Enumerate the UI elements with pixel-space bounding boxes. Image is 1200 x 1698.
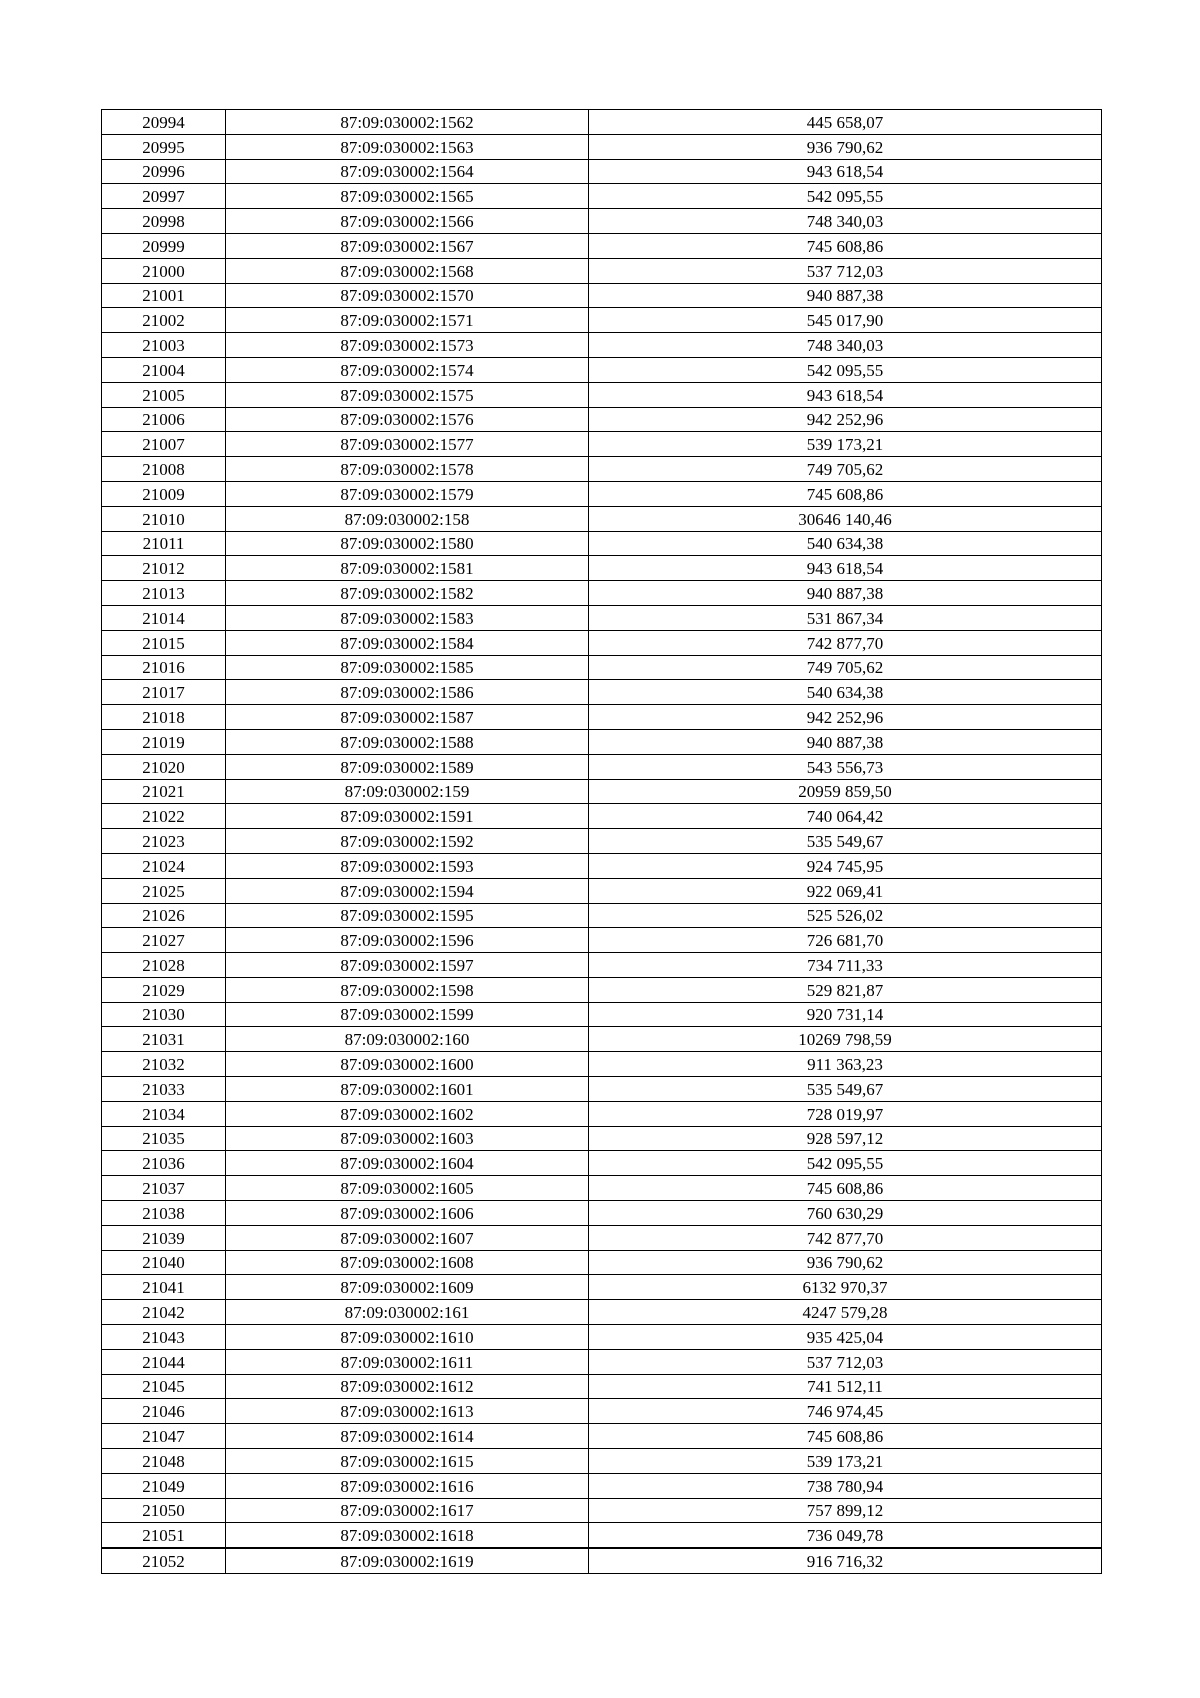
table-row [102, 581, 1102, 606]
cadastral-value-cell: 746 974,45 [589, 1399, 1102, 1424]
table-row [102, 1300, 1102, 1325]
row-number-cell: 21010 [102, 506, 226, 531]
cadastral-value-cell: 525 526,02 [589, 903, 1102, 928]
cadastral-number-cell: 87:09:030002:1595 [226, 903, 589, 928]
table-row [102, 1374, 1102, 1399]
row-number-cell: 21048 [102, 1449, 226, 1474]
cadastral-value-cell: 749 705,62 [589, 655, 1102, 680]
cadastral-number-cell: 87:09:030002:1588 [226, 729, 589, 754]
row-number-cell: 21032 [102, 1052, 226, 1077]
cadastral-number-cell: 87:09:030002:1567 [226, 233, 589, 258]
cadastral-number-cell: 87:09:030002:1598 [226, 977, 589, 1002]
cadastral-value-cell: 745 608,86 [589, 1424, 1102, 1449]
row-number-cell: 21039 [102, 1225, 226, 1250]
cadastral-number-cell: 87:09:030002:1607 [226, 1225, 589, 1250]
cadastral-value-cell: 920 731,14 [589, 1002, 1102, 1027]
row-number-cell: 21027 [102, 928, 226, 953]
table-row [102, 110, 1102, 135]
cadastral-value-cell: 748 340,03 [589, 333, 1102, 358]
cadastral-value-cell: 545 017,90 [589, 308, 1102, 333]
cadastral-number-cell: 87:09:030002:1566 [226, 209, 589, 234]
row-number-cell: 21030 [102, 1002, 226, 1027]
table-row [102, 134, 1102, 159]
table-row [102, 1523, 1102, 1548]
table-row [102, 853, 1102, 878]
cadastral-number-cell: 87:09:030002:1609 [226, 1275, 589, 1300]
row-number-cell: 20997 [102, 184, 226, 209]
cadastral-value-cell: 738 780,94 [589, 1473, 1102, 1498]
table-row [102, 630, 1102, 655]
cadastral-value-cell: 741 512,11 [589, 1374, 1102, 1399]
cadastral-number-cell: 87:09:030002:1600 [226, 1052, 589, 1077]
cadastral-value-cell: 745 608,86 [589, 481, 1102, 506]
table-row [102, 605, 1102, 630]
row-number-cell: 21033 [102, 1077, 226, 1102]
cadastral-number-cell: 87:09:030002:1579 [226, 481, 589, 506]
cadastral-number-cell: 87:09:030002:1606 [226, 1201, 589, 1226]
cadastral-value-cell: 529 821,87 [589, 977, 1102, 1002]
cadastral-number-cell: 87:09:030002:159 [226, 779, 589, 804]
cadastral-value-cell: 740 064,42 [589, 804, 1102, 829]
cadastral-value-cell: 10269 798,59 [589, 1027, 1102, 1052]
row-number-cell: 21018 [102, 705, 226, 730]
cadastral-value-cell: 940 887,38 [589, 729, 1102, 754]
table-row [102, 705, 1102, 730]
row-number-cell: 21034 [102, 1101, 226, 1126]
cadastral-number-cell: 87:09:030002:1612 [226, 1374, 589, 1399]
table-row [102, 953, 1102, 978]
table-row [102, 1349, 1102, 1374]
cadastral-number-cell: 87:09:030002:1568 [226, 258, 589, 283]
row-number-cell: 21017 [102, 680, 226, 705]
cadastral-value-cell: 749 705,62 [589, 457, 1102, 482]
table-row [102, 1473, 1102, 1498]
cadastral-number-cell: 87:09:030002:1597 [226, 953, 589, 978]
table-row [102, 903, 1102, 928]
table-row [102, 1325, 1102, 1350]
cadastral-value-table [101, 109, 1102, 1574]
row-number-cell: 21015 [102, 630, 226, 655]
cadastral-number-cell: 87:09:030002:1619 [226, 1548, 589, 1573]
row-number-cell: 21050 [102, 1498, 226, 1523]
row-number-cell: 21009 [102, 481, 226, 506]
row-number-cell: 21052 [102, 1548, 226, 1573]
cadastral-value-cell: 445 658,07 [589, 110, 1102, 135]
cadastral-number-cell: 87:09:030002:1581 [226, 556, 589, 581]
cadastral-value-cell: 940 887,38 [589, 283, 1102, 308]
table-row [102, 1275, 1102, 1300]
row-number-cell: 20998 [102, 209, 226, 234]
cadastral-number-cell: 87:09:030002:1608 [226, 1250, 589, 1275]
table-row [102, 283, 1102, 308]
cadastral-number-cell: 87:09:030002:1577 [226, 432, 589, 457]
table-row [102, 829, 1102, 854]
cadastral-value-cell: 535 549,67 [589, 829, 1102, 854]
cadastral-number-cell: 87:09:030002:1570 [226, 283, 589, 308]
cadastral-number-cell: 87:09:030002:1618 [226, 1523, 589, 1548]
cadastral-number-cell: 87:09:030002:1584 [226, 630, 589, 655]
cadastral-number-cell: 87:09:030002:158 [226, 506, 589, 531]
cadastral-number-cell: 87:09:030002:1576 [226, 407, 589, 432]
cadastral-number-cell: 87:09:030002:1589 [226, 754, 589, 779]
table-row [102, 457, 1102, 482]
row-number-cell: 21007 [102, 432, 226, 457]
cadastral-number-cell: 87:09:030002:1592 [226, 829, 589, 854]
row-number-cell: 21036 [102, 1151, 226, 1176]
cadastral-value-cell: 742 877,70 [589, 1225, 1102, 1250]
cadastral-value-cell: 734 711,33 [589, 953, 1102, 978]
table-row [102, 729, 1102, 754]
table-row [102, 1027, 1102, 1052]
cadastral-value-cell: 940 887,38 [589, 581, 1102, 606]
row-number-cell: 21051 [102, 1523, 226, 1548]
table-row [102, 1548, 1102, 1573]
row-number-cell: 21006 [102, 407, 226, 432]
cadastral-number-cell: 87:09:030002:1601 [226, 1077, 589, 1102]
row-number-cell: 20999 [102, 233, 226, 258]
row-number-cell: 21049 [102, 1473, 226, 1498]
cadastral-number-cell: 87:09:030002:1564 [226, 159, 589, 184]
table-row [102, 333, 1102, 358]
table-row [102, 209, 1102, 234]
cadastral-value-cell: 928 597,12 [589, 1126, 1102, 1151]
cadastral-value-cell: 728 019,97 [589, 1101, 1102, 1126]
row-number-cell: 21037 [102, 1176, 226, 1201]
cadastral-number-cell: 87:09:030002:1583 [226, 605, 589, 630]
cadastral-value-cell: 748 340,03 [589, 209, 1102, 234]
cadastral-number-cell: 87:09:030002:1582 [226, 581, 589, 606]
cadastral-number-cell: 87:09:030002:1585 [226, 655, 589, 680]
row-number-cell: 20996 [102, 159, 226, 184]
cadastral-value-cell: 540 634,38 [589, 680, 1102, 705]
cadastral-number-cell: 87:09:030002:1587 [226, 705, 589, 730]
table-row [102, 407, 1102, 432]
cadastral-value-cell: 916 716,32 [589, 1548, 1102, 1573]
row-number-cell: 21014 [102, 605, 226, 630]
row-number-cell: 21031 [102, 1027, 226, 1052]
cadastral-number-cell: 87:09:030002:1591 [226, 804, 589, 829]
row-number-cell: 21011 [102, 531, 226, 556]
cadastral-value-cell: 942 252,96 [589, 407, 1102, 432]
cadastral-value-cell: 540 634,38 [589, 531, 1102, 556]
row-number-cell: 21047 [102, 1424, 226, 1449]
cadastral-value-cell: 726 681,70 [589, 928, 1102, 953]
cadastral-value-cell: 537 712,03 [589, 258, 1102, 283]
cadastral-number-cell: 87:09:030002:1575 [226, 382, 589, 407]
table-body [102, 110, 1102, 1574]
table-row [102, 680, 1102, 705]
row-number-cell: 21042 [102, 1300, 226, 1325]
table-row [102, 1399, 1102, 1424]
table-row [102, 1424, 1102, 1449]
row-number-cell: 20994 [102, 110, 226, 135]
cadastral-number-cell: 87:09:030002:1563 [226, 134, 589, 159]
cadastral-value-cell: 30646 140,46 [589, 506, 1102, 531]
row-number-cell: 21012 [102, 556, 226, 581]
table-row [102, 878, 1102, 903]
cadastral-value-cell: 542 095,55 [589, 184, 1102, 209]
row-number-cell: 21008 [102, 457, 226, 482]
row-number-cell: 21003 [102, 333, 226, 358]
cadastral-value-cell: 922 069,41 [589, 878, 1102, 903]
table-row [102, 184, 1102, 209]
cadastral-value-cell: 539 173,21 [589, 432, 1102, 457]
row-number-cell: 21023 [102, 829, 226, 854]
cadastral-value-cell: 531 867,34 [589, 605, 1102, 630]
table-row [102, 804, 1102, 829]
cadastral-value-cell: 936 790,62 [589, 1250, 1102, 1275]
cadastral-value-cell: 742 877,70 [589, 630, 1102, 655]
row-number-cell: 21021 [102, 779, 226, 804]
table-row [102, 977, 1102, 1002]
cadastral-number-cell: 87:09:030002:1573 [226, 333, 589, 358]
cadastral-value-cell: 6132 970,37 [589, 1275, 1102, 1300]
cadastral-number-cell: 87:09:030002:160 [226, 1027, 589, 1052]
cadastral-value-cell: 745 608,86 [589, 1176, 1102, 1201]
cadastral-number-cell: 87:09:030002:1603 [226, 1126, 589, 1151]
cadastral-value-cell: 537 712,03 [589, 1349, 1102, 1374]
table-row [102, 1052, 1102, 1077]
cadastral-number-cell: 87:09:030002:1605 [226, 1176, 589, 1201]
table-row [102, 754, 1102, 779]
table-row [102, 481, 1102, 506]
table-row [102, 556, 1102, 581]
cadastral-number-cell: 87:09:030002:161 [226, 1300, 589, 1325]
table-row [102, 1176, 1102, 1201]
row-number-cell: 21004 [102, 357, 226, 382]
cadastral-value-cell: 4247 579,28 [589, 1300, 1102, 1325]
table-row [102, 1002, 1102, 1027]
row-number-cell: 21019 [102, 729, 226, 754]
cadastral-value-cell: 935 425,04 [589, 1325, 1102, 1350]
cadastral-value-cell: 943 618,54 [589, 159, 1102, 184]
table-row [102, 382, 1102, 407]
row-number-cell: 21029 [102, 977, 226, 1002]
cadastral-value-cell: 543 556,73 [589, 754, 1102, 779]
row-number-cell: 21022 [102, 804, 226, 829]
row-number-cell: 21013 [102, 581, 226, 606]
row-number-cell: 21005 [102, 382, 226, 407]
row-number-cell: 21028 [102, 953, 226, 978]
table-row [102, 159, 1102, 184]
row-number-cell: 21002 [102, 308, 226, 333]
cadastral-number-cell: 87:09:030002:1613 [226, 1399, 589, 1424]
cadastral-number-cell: 87:09:030002:1574 [226, 357, 589, 382]
row-number-cell: 21046 [102, 1399, 226, 1424]
cadastral-value-cell: 760 630,29 [589, 1201, 1102, 1226]
table-row [102, 779, 1102, 804]
cadastral-number-cell: 87:09:030002:1593 [226, 853, 589, 878]
table-row [102, 506, 1102, 531]
cadastral-number-cell: 87:09:030002:1611 [226, 1349, 589, 1374]
table-row [102, 357, 1102, 382]
cadastral-number-cell: 87:09:030002:1610 [226, 1325, 589, 1350]
table-row [102, 1498, 1102, 1523]
cadastral-number-cell: 87:09:030002:1594 [226, 878, 589, 903]
cadastral-number-cell: 87:09:030002:1562 [226, 110, 589, 135]
cadastral-value-cell: 757 899,12 [589, 1498, 1102, 1523]
row-number-cell: 21041 [102, 1275, 226, 1300]
cadastral-number-cell: 87:09:030002:1578 [226, 457, 589, 482]
row-number-cell: 20995 [102, 134, 226, 159]
row-number-cell: 21000 [102, 258, 226, 283]
row-number-cell: 21001 [102, 283, 226, 308]
cadastral-value-cell: 943 618,54 [589, 382, 1102, 407]
cadastral-value-cell: 542 095,55 [589, 1151, 1102, 1176]
cadastral-value-cell: 924 745,95 [589, 853, 1102, 878]
cadastral-value-cell: 736 049,78 [589, 1523, 1102, 1548]
row-number-cell: 21044 [102, 1349, 226, 1374]
table-row [102, 928, 1102, 953]
cadastral-number-cell: 87:09:030002:1617 [226, 1498, 589, 1523]
cadastral-number-cell: 87:09:030002:1615 [226, 1449, 589, 1474]
row-number-cell: 21020 [102, 754, 226, 779]
table-row [102, 432, 1102, 457]
cadastral-number-cell: 87:09:030002:1586 [226, 680, 589, 705]
cadastral-value-cell: 542 095,55 [589, 357, 1102, 382]
cadastral-value-cell: 745 608,86 [589, 233, 1102, 258]
table-row [102, 655, 1102, 680]
cadastral-number-cell: 87:09:030002:1565 [226, 184, 589, 209]
table-row [102, 1126, 1102, 1151]
table-row [102, 1201, 1102, 1226]
cadastral-value-cell: 20959 859,50 [589, 779, 1102, 804]
cadastral-number-cell: 87:09:030002:1616 [226, 1473, 589, 1498]
cadastral-number-cell: 87:09:030002:1614 [226, 1424, 589, 1449]
cadastral-value-cell: 943 618,54 [589, 556, 1102, 581]
cadastral-value-cell: 539 173,21 [589, 1449, 1102, 1474]
row-number-cell: 21045 [102, 1374, 226, 1399]
row-number-cell: 21026 [102, 903, 226, 928]
row-number-cell: 21025 [102, 878, 226, 903]
row-number-cell: 21035 [102, 1126, 226, 1151]
table-row [102, 1101, 1102, 1126]
cadastral-value-cell: 535 549,67 [589, 1077, 1102, 1102]
table-row [102, 1449, 1102, 1474]
row-number-cell: 21038 [102, 1201, 226, 1226]
cadastral-number-cell: 87:09:030002:1580 [226, 531, 589, 556]
table-row [102, 258, 1102, 283]
cadastral-number-cell: 87:09:030002:1602 [226, 1101, 589, 1126]
cadastral-number-cell: 87:09:030002:1599 [226, 1002, 589, 1027]
row-number-cell: 21016 [102, 655, 226, 680]
cadastral-value-cell: 942 252,96 [589, 705, 1102, 730]
table-row [102, 233, 1102, 258]
cadastral-number-cell: 87:09:030002:1571 [226, 308, 589, 333]
cadastral-value-cell: 911 363,23 [589, 1052, 1102, 1077]
cadastral-number-cell: 87:09:030002:1596 [226, 928, 589, 953]
table-row [102, 1151, 1102, 1176]
table-row [102, 1250, 1102, 1275]
row-number-cell: 21040 [102, 1250, 226, 1275]
table-row [102, 1225, 1102, 1250]
row-number-cell: 21043 [102, 1325, 226, 1350]
row-number-cell: 21024 [102, 853, 226, 878]
table-row [102, 531, 1102, 556]
cadastral-value-cell: 936 790,62 [589, 134, 1102, 159]
cadastral-number-cell: 87:09:030002:1604 [226, 1151, 589, 1176]
table-row [102, 1077, 1102, 1102]
table-row [102, 308, 1102, 333]
